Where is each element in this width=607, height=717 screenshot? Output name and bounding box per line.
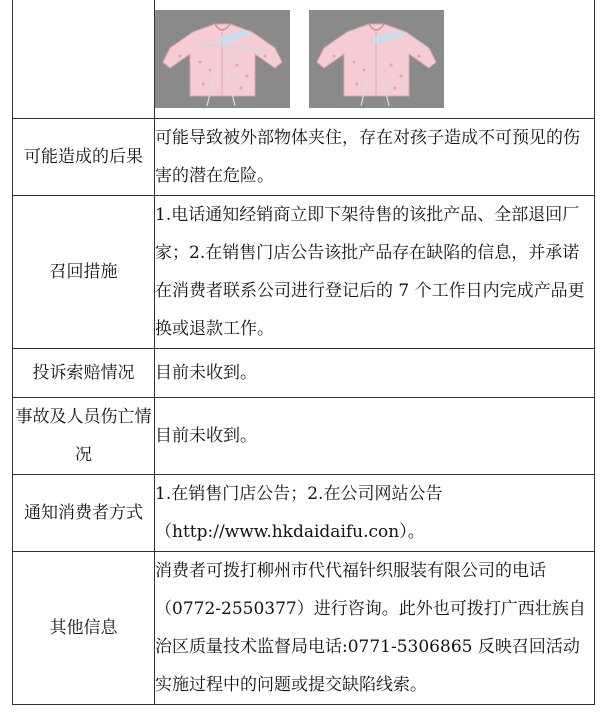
accidents-row [13,398,595,475]
complaints-content: 目前未收到。 [155,349,595,398]
other-info-label: 其他信息 [13,552,155,705]
notification-row [13,475,595,552]
consequence-content: 可能导致被外部物体夹住，存在对孩子造成不可预见的伤害的潜在危险。 [155,119,595,196]
accidents-label: 事故及人员伤亡情况 [13,398,155,475]
product-photos [155,10,594,108]
complaints-label: 投诉索赔情况 [13,349,155,398]
other-info-row [13,552,595,705]
recall-measures-label: 召回措施 [13,196,155,349]
photo-row-label-cell [13,0,155,119]
consequence-row [13,119,595,196]
recall-measures-row [13,196,595,349]
photo-row-content-cell [155,0,595,119]
baby-garment-photo [309,10,444,108]
other-info-content: 消费者可拨打柳州市代代福针织服装有限公司的电话（0772-2550377）进行咨询。此外也可拨打广西壮族自治区质量技术监督局电话:0771-5306865 反映召回活动实施过程中的问题或提交缺陷线索。 [155,552,595,705]
recall-measures-content: 1.电话通知经销商立即下架待售的该批产品、全部退回厂家；2.在销售门店公告该批产品存在缺陷的信息，并承诺在消费者联系公司进行登记后的 7 个工作日内完成产品更换或退款工作。 [155,196,595,349]
baby-garment-photo [155,10,290,108]
complaints-row [13,349,595,398]
notification-label: 通知消费者方式 [13,475,155,552]
consequence-label: 可能造成的后果 [13,119,155,196]
product-photo-row [13,0,595,119]
recall-info-table [12,0,595,705]
accidents-content: 目前未收到。 [155,398,595,475]
notification-content: 1.在销售门店公告；2.在公司网站公告（http://www.hkdaidaifu.con）。 [155,475,595,552]
